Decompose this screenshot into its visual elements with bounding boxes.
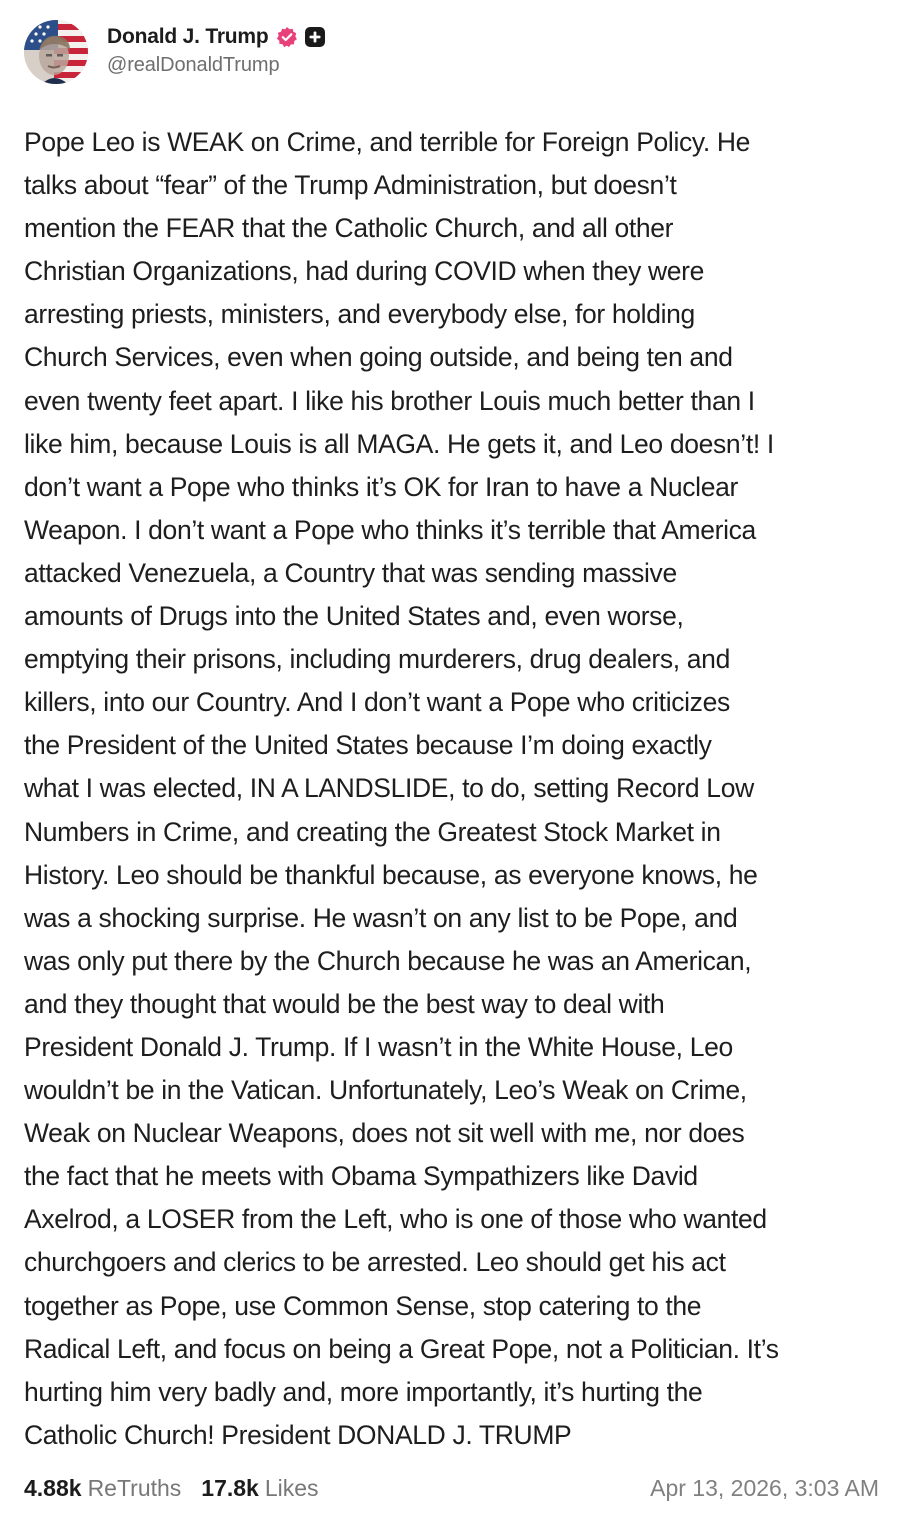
name-row (107, 23, 326, 51)
plus-badge-icon (304, 26, 326, 48)
avatar[interactable] (24, 20, 88, 84)
post-footer (24, 1470, 879, 1506)
retruths-label[interactable]: ReTruths (87, 1474, 182, 1501)
post-body-text: Pope Leo is WEAK on Crime, and terrible for Foreign Policy. He talks about “fear” of the Trump Administration, but doesn’t mention the FEAR that the Catholic Church, and all other Christian Organizations, had during COVID when they were arresting priests, ministers, and everybody else, for holding Church Services, even when going outside, and being ten and even twenty feet apart. I like his brother Louis much better than I like him, because Louis is all MAGA. He gets it, and Leo doesn’t! I don’t want a Pope who thinks it’s OK for Iran to have a Nuclear Weapon. I don’t want a Pope who thinks it’s terrible that America attacked Venezuela, a Country that was sending massive amounts of Drugs into the United States and, even worse, emptying their prisons, including murderers, drug dealers, and killers, into our Country. And I don’t want a Pope who criticizes the President of the United States because I’m doing exactly what I was elected, IN A LANDSLIDE, to do, setting Record Low Numbers in Crime, and creating the Greatest Stock Market in History. Leo should be thankful because, as everyone knows, he was a shocking surprise. He wasn’t on any list to be Pope, and was only put there by the Church because he was an American, and they thought that would be the best way to deal with President Donald J. Trump. If I wasn’t in the White House, Leo wouldn’t be in the Vatican. Unfortunately, Leo’s Weak on Crime, Weak on Nuclear Weapons, does not sit well with me, nor does the fact that he meets with Obama Sympathizers like David Axelrod, a LOSER from the Left, who is one of those who wanted churchgoers and clerics to be arrested. Leo should get his act together as Pope, use Common Sense, stop catering to the Radical Left, and focus on being a Great Pope, not a Politician. It’s hurting him very badly and, more importantly, it’s hurting the Catholic Church! President DONALD J. TRUMP (24, 127, 779, 1450)
profile-photo-flag-avatar (24, 20, 88, 84)
author-display-name[interactable]: Donald J. Trump (107, 25, 269, 48)
likes-count[interactable]: 17.8k (201, 1474, 259, 1501)
post-header (24, 18, 326, 86)
author-identity (107, 23, 326, 77)
likes-label[interactable]: Likes (264, 1474, 319, 1501)
author-handle[interactable]: @realDonaldTrump (107, 54, 280, 76)
verified-badge-icon (276, 26, 298, 48)
retruths-count[interactable]: 4.88k (24, 1474, 82, 1501)
post-timestamp[interactable]: Apr 13, 2026, 3:03 AM (650, 1474, 879, 1501)
